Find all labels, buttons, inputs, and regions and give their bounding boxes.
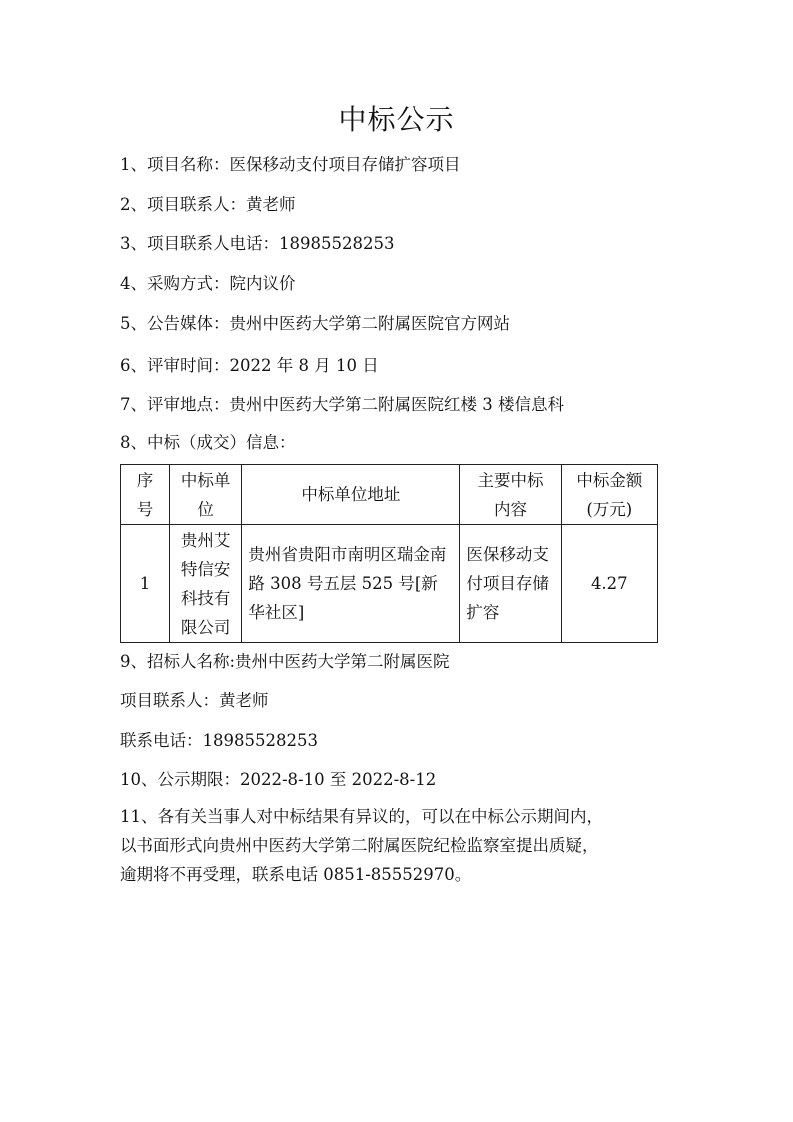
header-address: 中标单位地址 — [242, 465, 460, 525]
objection-line-2: 以书面形式向贵州中医药大学第二附属医院纪检监察室提出质疑， — [120, 836, 599, 855]
award-table — [120, 464, 658, 643]
tenderer-contact: 项目联系人：黄老师 — [120, 691, 269, 710]
item-project-phone: 3、项目联系人电话：18985528253 — [120, 234, 395, 253]
header-seq: 序号 — [121, 465, 170, 525]
publicity-period: 10、公示期限：2022-8-10 至 2022-8-12 — [120, 770, 437, 789]
tenderer-phone: 联系电话：18985528253 — [120, 731, 318, 750]
cell-amount: 4.27 — [561, 525, 657, 643]
item-media: 5、公告媒体：贵州中医药大学第二附属医院官方网站 — [120, 314, 510, 333]
cell-content: 医保移动支付项目存储扩容 — [460, 525, 561, 643]
objection-line-3: 逾期将不再受理，联系电话 0851-85552970。 — [120, 865, 472, 884]
item-award-info-heading: 8、中标（成交）信息： — [120, 433, 296, 452]
header-amount: 中标金额(万元) — [561, 465, 657, 525]
cell-address: 贵州省贵阳市南明区瑞金南路 308 号五层 525 号[新华社区] — [242, 525, 460, 643]
cell-seq: 1 — [121, 525, 170, 643]
tenderer-name: 9、招标人名称:贵州中医药大学第二附属医院 — [120, 652, 450, 671]
objection-line-1: 11、各有关当事人对中标结果有异议的，可以在中标公示期间内， — [120, 807, 603, 826]
table-row — [121, 525, 658, 643]
item-project-contact: 2、项目联系人：黄老师 — [120, 195, 296, 214]
page-title: 中标公示 — [338, 103, 455, 136]
objection-paragraph — [120, 802, 665, 889]
item-purchase-method: 4、采购方式：院内议价 — [120, 274, 296, 293]
item-project-name: 1、项目名称：医保移动支付项目存储扩容项目 — [120, 155, 461, 174]
header-winner: 中标单位 — [169, 465, 241, 525]
table-header-row — [121, 465, 658, 525]
item-review-location: 7、评审地点：贵州中医药大学第二附属医院红楼 3 楼信息科 — [120, 395, 564, 414]
header-content: 主要中标内容 — [460, 465, 561, 525]
cell-winner: 贵州艾特信安科技有限公司 — [169, 525, 241, 643]
item-review-time: 6、评审时间：2022 年 8 月 10 日 — [120, 356, 379, 375]
